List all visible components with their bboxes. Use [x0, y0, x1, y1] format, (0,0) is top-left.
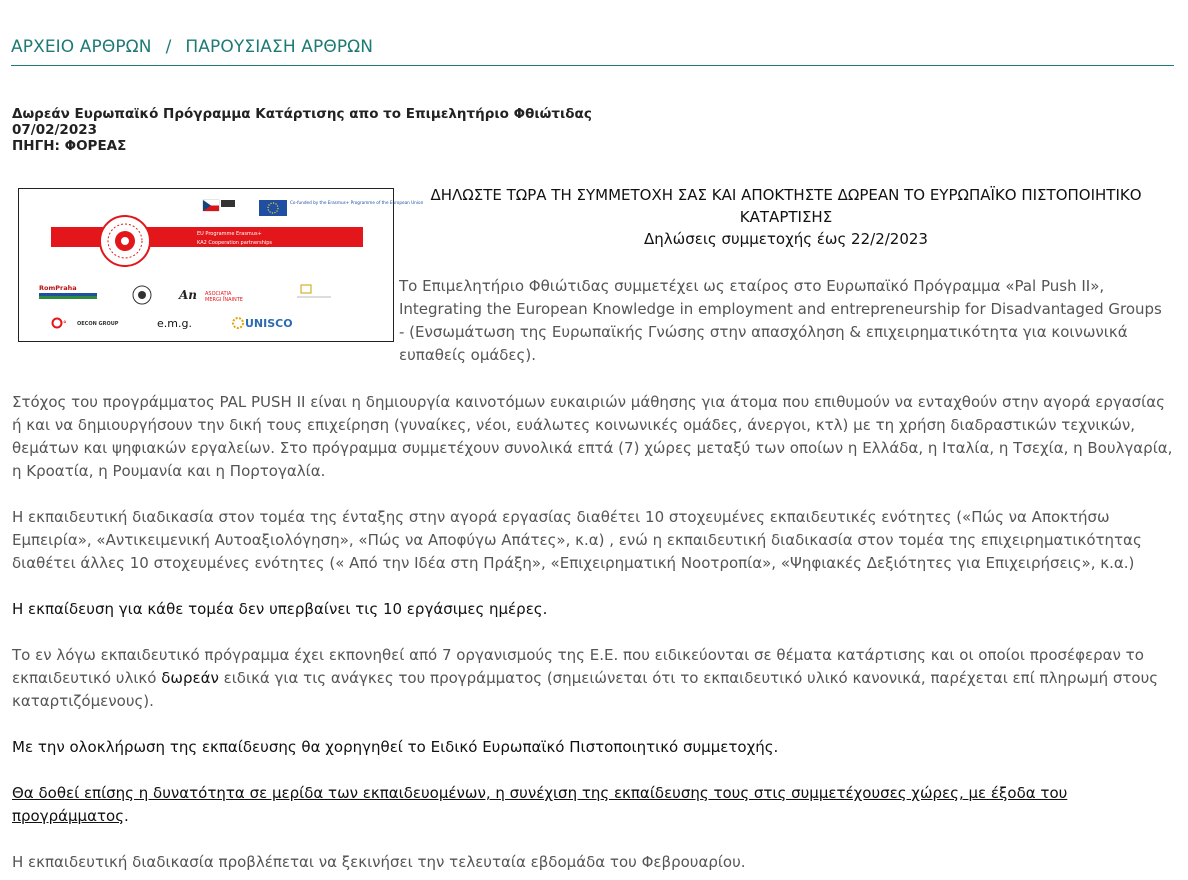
program-banner-image [18, 188, 424, 342]
free-emphasis: δωρεάν [161, 669, 219, 687]
partner-round-logo [133, 286, 151, 304]
program-line1: EU Programme Erasmus+ [197, 231, 262, 237]
headline-deadline: Δηλώσεις συμμετοχής έως 22/2/2023 [644, 230, 928, 248]
paragraph-training-process: Η εκπαιδευτική διαδικασία στον τομέα της ένταξης στην αγορά εργασίας διαθέτει 10 στοχευμένες εκπαιδευτικές ενότητες («Πώς να Αποκτήσω Εμπειρία», «Αντικειμενική Αυτοαξιολόγηση», «Πώς να Αποφύγω Απάτες», κ.α) , ενώ η εκπαιδευτική διαδικασία στον τομέα της επιχειρηματικότητας διαθέτει άλλες 10 στοχευμένες ενότητες (« Από την Ιδέα στη Πράξη», «Επιχειρηματική Νοοτροπία», «Ψηφιακές Δεξιότητες για Επιχειρήσεις», κ.α.) [12, 508, 1142, 572]
material-text-c: ειδικά για τις ανάγκες του προγράμματος (σημειώνεται ότι το εκπαιδευτικό υλικό κανονικά, παρέχεται επί πληρωμή στους καταρτιζόμενους). [12, 669, 1159, 710]
svg-text:An: An [179, 288, 198, 302]
article-date: 07/02/2023 [12, 122, 98, 138]
svg-text:ASOCIAȚIA: ASOCIAȚIA [205, 291, 232, 297]
paragraph-duration: Η εκπαίδευση για κάθε τομέα δεν υπερβαίνει τις 10 εργάσιμες ημέρες. [12, 600, 548, 618]
headline-main: ΔΗΛΩΣΤΕ ΤΩΡΑ ΤΗ ΣΥΜΜΕΤΟΧΗ ΣΑΣ ΚΑΙ ΑΠΟΚΤΗΣΤΕ ΔΩΡΕΑΝ ΤΟ ΕΥΡΩΠΑΪΚΟ ΠΙΣΤΟΠΟΙΗΤΙΚΟ ΚΑΤΑΡΤΙΣΗΣ [430, 186, 1142, 226]
article-meta [12, 106, 592, 154]
header-divider [11, 65, 1174, 66]
paragraph-mobility [12, 782, 1174, 828]
article-source: ΠΗΓΗ: ΦΟΡΕΑΣ [12, 138, 127, 154]
breadcrumb [11, 37, 1174, 57]
mobility-period: . [124, 807, 129, 825]
paragraph-certificate: Με την ολοκλήρωση της εκπαίδευσης θα χορηγηθεί το Ειδικό Ευρωπαϊκό Πιστοποιητικό συμμετοχής. [12, 738, 779, 756]
svg-text:RomPraha: RomPraha [39, 284, 77, 292]
breadcrumb-current-link[interactable]: ΠΑΡΟΥΣΙΑΣΗ ΑΡΘΡΩΝ [185, 37, 374, 57]
breadcrumb-separator: / [165, 37, 172, 57]
banner-graphic [19, 189, 424, 341]
intro-paragraph: Το Επιμελητήριο Φθιώτιδας συμμετέχει ως εταίρος στο Ευρωπαϊκό Πρόγραμμα «Pal Push II», Integrating the European Knowledge in employment and entrepreneurship for Disadvantaged Groups - (Ενσωμάτωση της Ευρωπαϊκής Γνώσης στην απασχόληση & επιχειρηματικότητα για κοινωνικά ευπαθείς ομάδες). [399, 277, 1162, 364]
svg-text:°: ° [63, 320, 67, 328]
palpush-emblem-icon [100, 216, 150, 266]
emg-logo: e.m.g. [157, 317, 192, 330]
paragraph-material [12, 644, 1174, 713]
program-line2: KA2 Cooperation partnerships [197, 240, 273, 246]
svg-text:UNISCO: UNISCO [245, 317, 293, 330]
paragraph-goal: Στόχος του προγράμματος PAL PUSH II είναι η δημιουργία καινοτόμων ευκαιριών μάθησης για άτομα που επιθυμούν να ενταχθούν στην αγορά εργασίας ή και να δημιουργήσουν την δική τους επιχείρηση (γυναίκες, νέοι, ευάλωτες κοινωνικές ομάδες, άνεργοι, κτλ) με τη χρήση διαδραστικών τεχνικών, θεμάτων και ψηφιακών εργαλείων. Στο πρόγραμμα συμμετέχουν συνολικά επτά (7) χώρες μεταξύ των οποίων η Ελλάδα, η Ιταλία, η Τσεχία, η Βουλγαρία, η Κροατία, η Ρουμανία και η Πορτογαλία. [12, 393, 1173, 480]
article-title: Δωρεάν Ευρωπαϊκό Πρόγραμμα Κατάρτισης απο το Επιμελητήριο Φθιώτιδας [12, 106, 592, 122]
mobility-text: Θα δοθεί επίσης η δυνατότητα σε μερίδα των εκπαιδευομένων, η συνέχιση της εκπαίδευσης τους στις συμμετέχουσες χώρες, με έξοδα του προγράμματος [12, 784, 1068, 825]
svg-text:OECON GROUP: OECON GROUP [77, 321, 119, 327]
paragraph-start-date: Η εκπαιδευτική διαδικασία προβλέπεται να ξεκινήσει την τελευταία εβδομάδα του Φεβρουαρίου. [12, 853, 746, 871]
breadcrumb-archive-link[interactable]: ΑΡΧΕΙΟ ΑΡΘΡΩΝ [11, 37, 152, 57]
cofunded-text: Co-funded by the Erasmus+ Programme of the European Union [290, 200, 424, 205]
material-text-a: Το εν λόγω εκπαιδευτικό πρόγραμμα έχει εκπονηθεί από 7 οργανισμούς της Ε.Ε. που ειδικεύονται σε θέματα κατάρτισης και οι οποίοι προσέφεραν το εκπαιδευτικό υλικό [12, 646, 1144, 687]
svg-text:MERGI ÎNAINTE: MERGI ÎNAINTE [205, 297, 243, 303]
headline [398, 184, 1174, 250]
eu-flag-icon [259, 200, 287, 216]
